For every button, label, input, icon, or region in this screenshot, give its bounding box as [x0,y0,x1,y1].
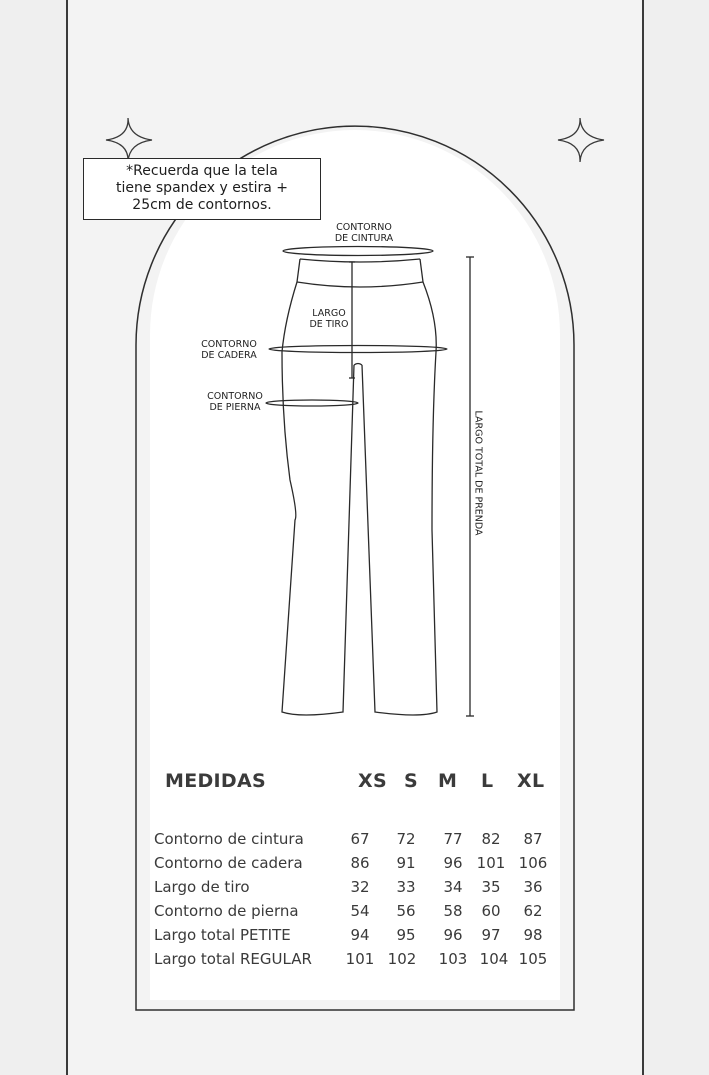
cell-xl: 87 [523,830,543,848]
row-name: Largo de tiro [154,878,250,896]
cell-xl: 106 [518,854,548,872]
cell-xs: 32 [350,878,370,896]
cell-xs: 86 [350,854,370,872]
cell-l: 104 [479,950,509,968]
label-contorno-pierna [196,391,274,413]
cell-s: 56 [396,902,416,920]
sparkle-left-icon [106,118,152,162]
cell-xl: 105 [518,950,548,968]
table-header [152,757,560,803]
cell-m: 34 [443,878,463,896]
stretch-note-box [83,158,321,220]
table-row [152,876,560,900]
table-row [152,852,560,876]
cell-l: 97 [481,926,501,944]
row-name: Largo total REGULAR [154,950,312,968]
cell-s: 91 [396,854,416,872]
size-xs: XS [358,770,387,792]
table-title: MEDIDAS [165,770,266,792]
cell-xl: 62 [523,902,543,920]
size-xl: XL [517,770,545,792]
row-name: Contorno de pierna [154,902,299,920]
label-cadera-line2: DE CADERA [201,350,257,361]
label-contorno-cintura [318,222,410,244]
cell-l: 35 [481,878,501,896]
label-tiro-line1: LARGO [312,308,346,319]
cell-s: 95 [396,926,416,944]
cell-s: 102 [387,950,417,968]
size-m: M [438,770,458,792]
size-s: S [404,770,418,792]
cell-l: 60 [481,902,501,920]
label-cintura-line1: CONTORNO [336,222,392,233]
label-pierna-line2: DE PIERNA [209,402,261,413]
sparkle-right-icon [558,118,604,162]
cell-l: 101 [476,854,506,872]
cell-m: 96 [443,926,463,944]
label-contorno-cadera [190,339,268,361]
cell-xl: 98 [523,926,543,944]
row-name: Contorno de cintura [154,830,304,848]
row-name: Largo total PETITE [154,926,291,944]
label-pierna-line1: CONTORNO [207,391,263,402]
measurements-table [152,820,560,970]
row-name: Contorno de cadera [154,854,303,872]
table-row [152,924,560,948]
cell-xl: 36 [523,878,543,896]
note-line-3: 25cm de contornos. [132,197,272,213]
label-tiro-line2: DE TIRO [309,319,349,330]
cell-m: 103 [438,950,468,968]
table-row [152,828,560,852]
cell-xs: 54 [350,902,370,920]
table-row [152,948,560,972]
cell-m: 58 [443,902,463,920]
label-cadera-line1: CONTORNO [201,339,257,350]
cell-s: 72 [396,830,416,848]
cell-xs: 101 [345,950,375,968]
cell-xs: 67 [350,830,370,848]
label-largo-total: LARGO TOTAL DE PRENDA [472,410,484,536]
label-largo-tiro [296,308,362,330]
cell-m: 77 [443,830,463,848]
note-line-1: *Recuerda que la tela [126,163,278,179]
cell-l: 82 [481,830,501,848]
cell-m: 96 [443,854,463,872]
table-row [152,900,560,924]
cell-xs: 94 [350,926,370,944]
label-cintura-line2: DE CINTURA [334,233,394,244]
note-line-2: tiene spandex y estira + [115,180,289,196]
cell-s: 33 [396,878,416,896]
size-l: L [481,770,494,792]
